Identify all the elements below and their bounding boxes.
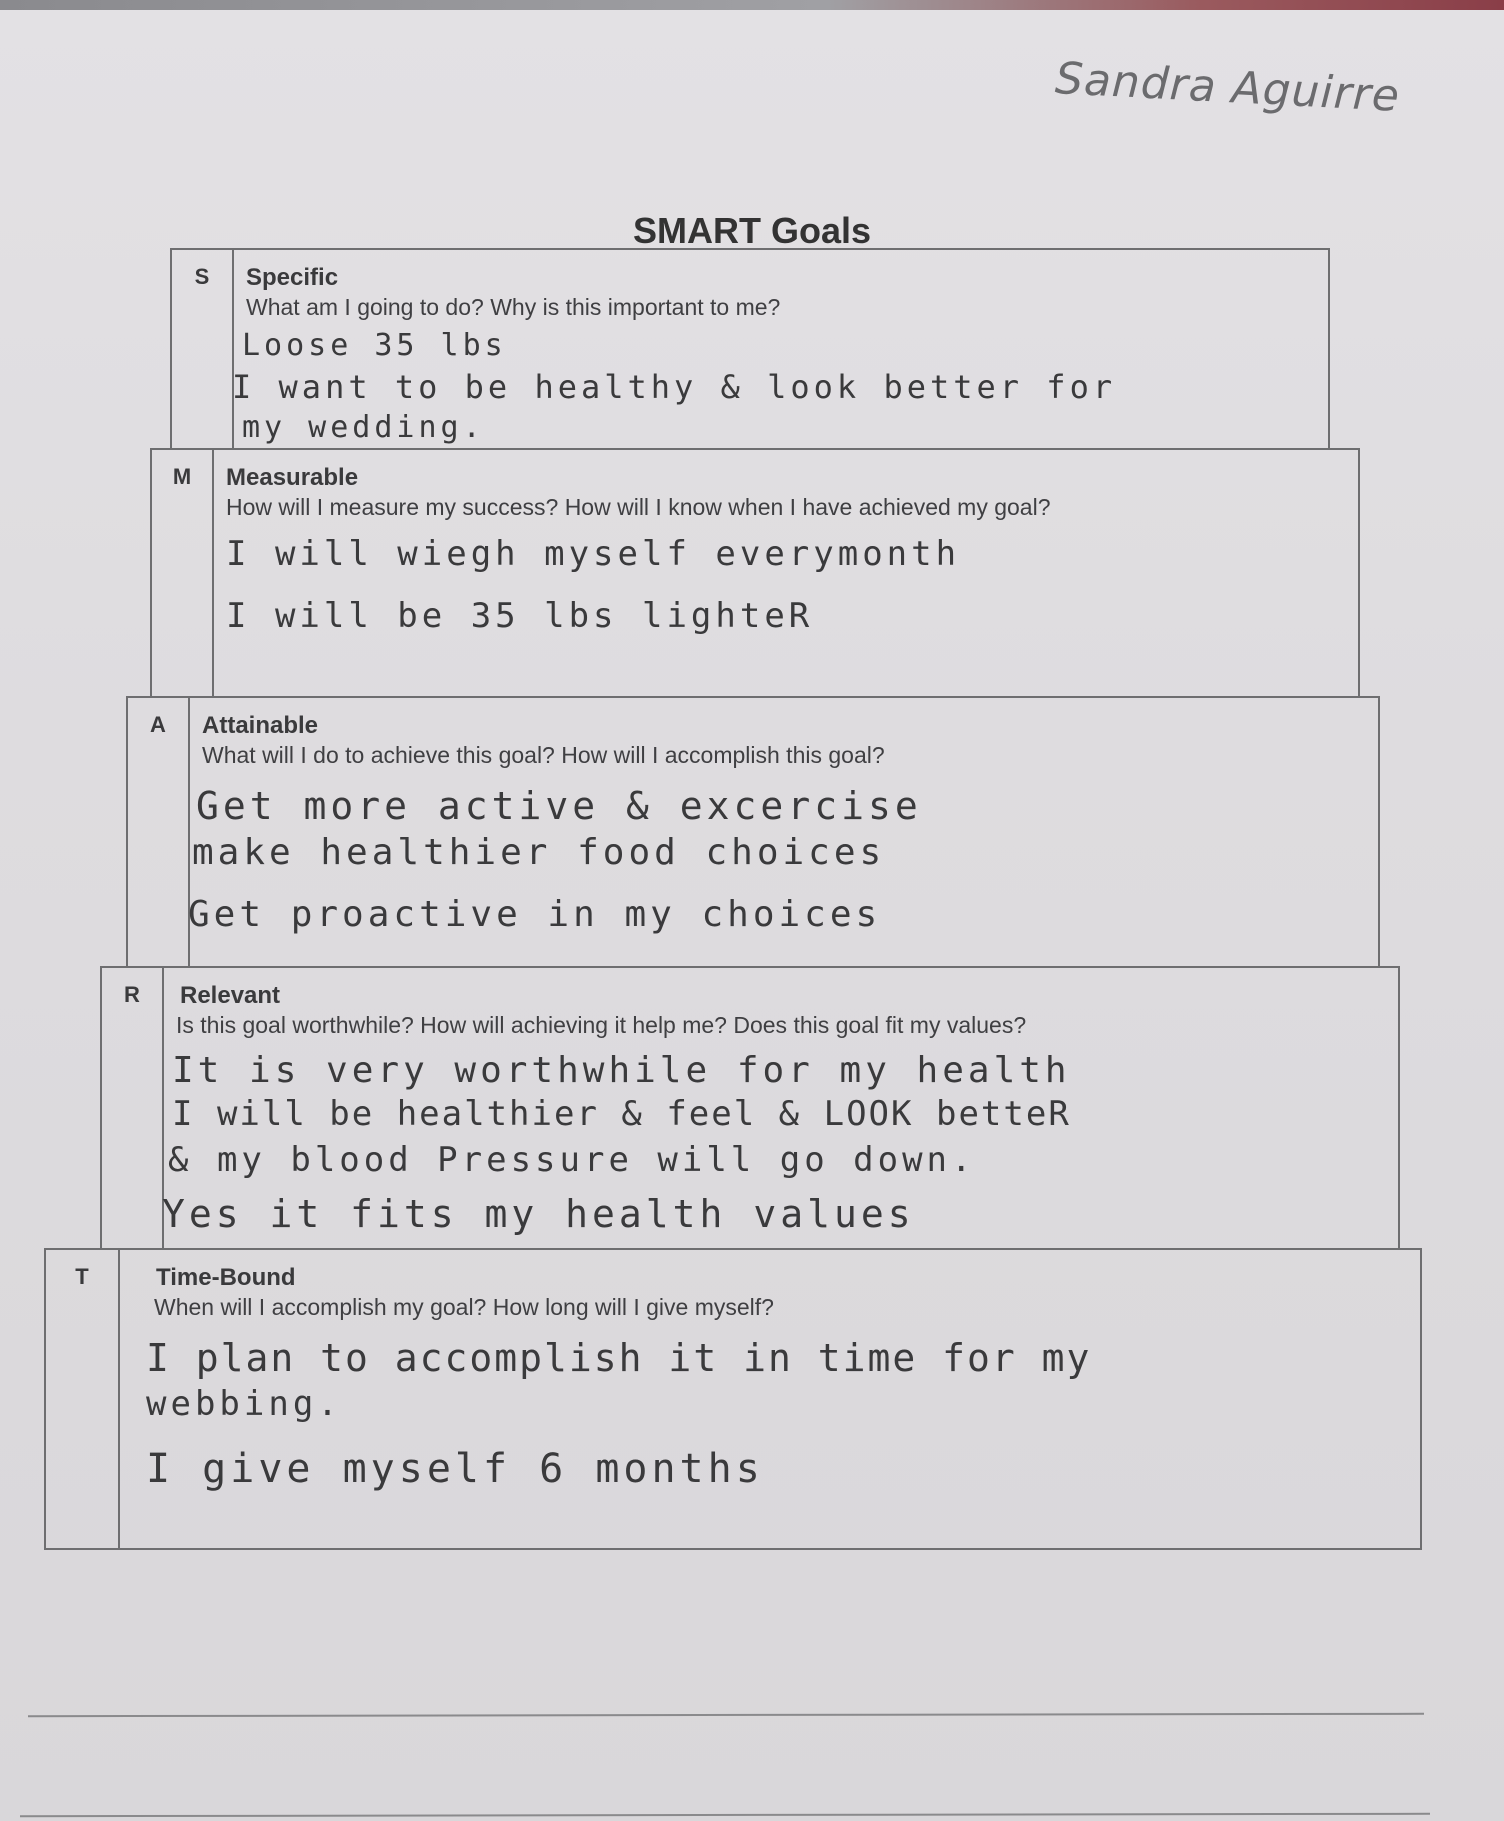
- row-question: What am I going to do? Why is this important to me?: [246, 294, 781, 320]
- row-letter: R: [124, 982, 140, 1007]
- row-question: What will I do to achieve this goal? How will I accomplish this goal?: [202, 742, 885, 768]
- handwritten-answer: I plan to accomplish it in time for my: [146, 1336, 1092, 1380]
- letter-cell: [152, 450, 214, 698]
- handwritten-answer: make healthier food choices: [192, 832, 886, 873]
- row-heading: Measurable: [226, 464, 359, 491]
- handwritten-answer: & my blood Pressure will go down.: [168, 1140, 976, 1180]
- handwritten-answer: Yes it fits my health values: [162, 1192, 915, 1236]
- letter-cell: [102, 968, 164, 1250]
- row-heading: Relevant: [180, 982, 281, 1009]
- row-question: Is this goal worthwhile? How will achieving it help me? Does this goal fit my values?: [176, 1012, 1027, 1038]
- row-question: How will I measure my success? How will I know when I have achieved my goal?: [226, 494, 1051, 520]
- handwritten-answer: Get proactive in my choices: [188, 894, 882, 935]
- letter-cell: [46, 1250, 120, 1548]
- row-question: When will I accomplish my goal? How long will I give myself?: [154, 1294, 774, 1320]
- handwritten-answer: Loose 35 lbs: [242, 328, 507, 363]
- handwritten-answer: It is very worthwhile for my health: [172, 1050, 1071, 1091]
- page-title: SMART Goals: [632, 210, 872, 251]
- letter-cell: [128, 698, 190, 968]
- smart-row-attainable: [126, 696, 1380, 968]
- smart-row-measurable: [150, 448, 1360, 698]
- handwritten-answer: I will be 35 lbs lighteR: [226, 596, 814, 636]
- row-letter: M: [172, 464, 192, 489]
- row-letter: A: [150, 712, 166, 737]
- row-letter: S: [194, 264, 210, 289]
- worksheet-paper: [0, 10, 1504, 1821]
- blank-line: [28, 1713, 1424, 1717]
- smart-row-specific: [170, 248, 1330, 450]
- handwritten-answer: I want to be healthy & look better for: [232, 368, 1117, 406]
- handwritten-answer: webbing.: [146, 1384, 342, 1424]
- smart-row-relevant: [100, 966, 1400, 1250]
- handwritten-answer: my wedding.: [242, 410, 485, 445]
- row-heading: Time-Bound: [156, 1264, 296, 1291]
- handwritten-answer: I will wiegh myself everymonth: [226, 534, 961, 574]
- handwritten-answer: I give myself 6 months: [146, 1446, 764, 1492]
- blank-line: [20, 1813, 1430, 1817]
- handwritten-answer: I will be healthier & feel & LOOK betteR: [172, 1094, 1071, 1134]
- handwritten-signature: Sandra Aguirre: [1053, 53, 1402, 122]
- row-heading: Specific: [246, 264, 339, 291]
- letter-cell: [172, 250, 234, 450]
- row-heading: Attainable: [202, 712, 319, 739]
- smart-row-time-bound: [44, 1248, 1422, 1550]
- row-letter: T: [75, 1264, 89, 1289]
- handwritten-answer: Get more active & excercise: [196, 784, 922, 828]
